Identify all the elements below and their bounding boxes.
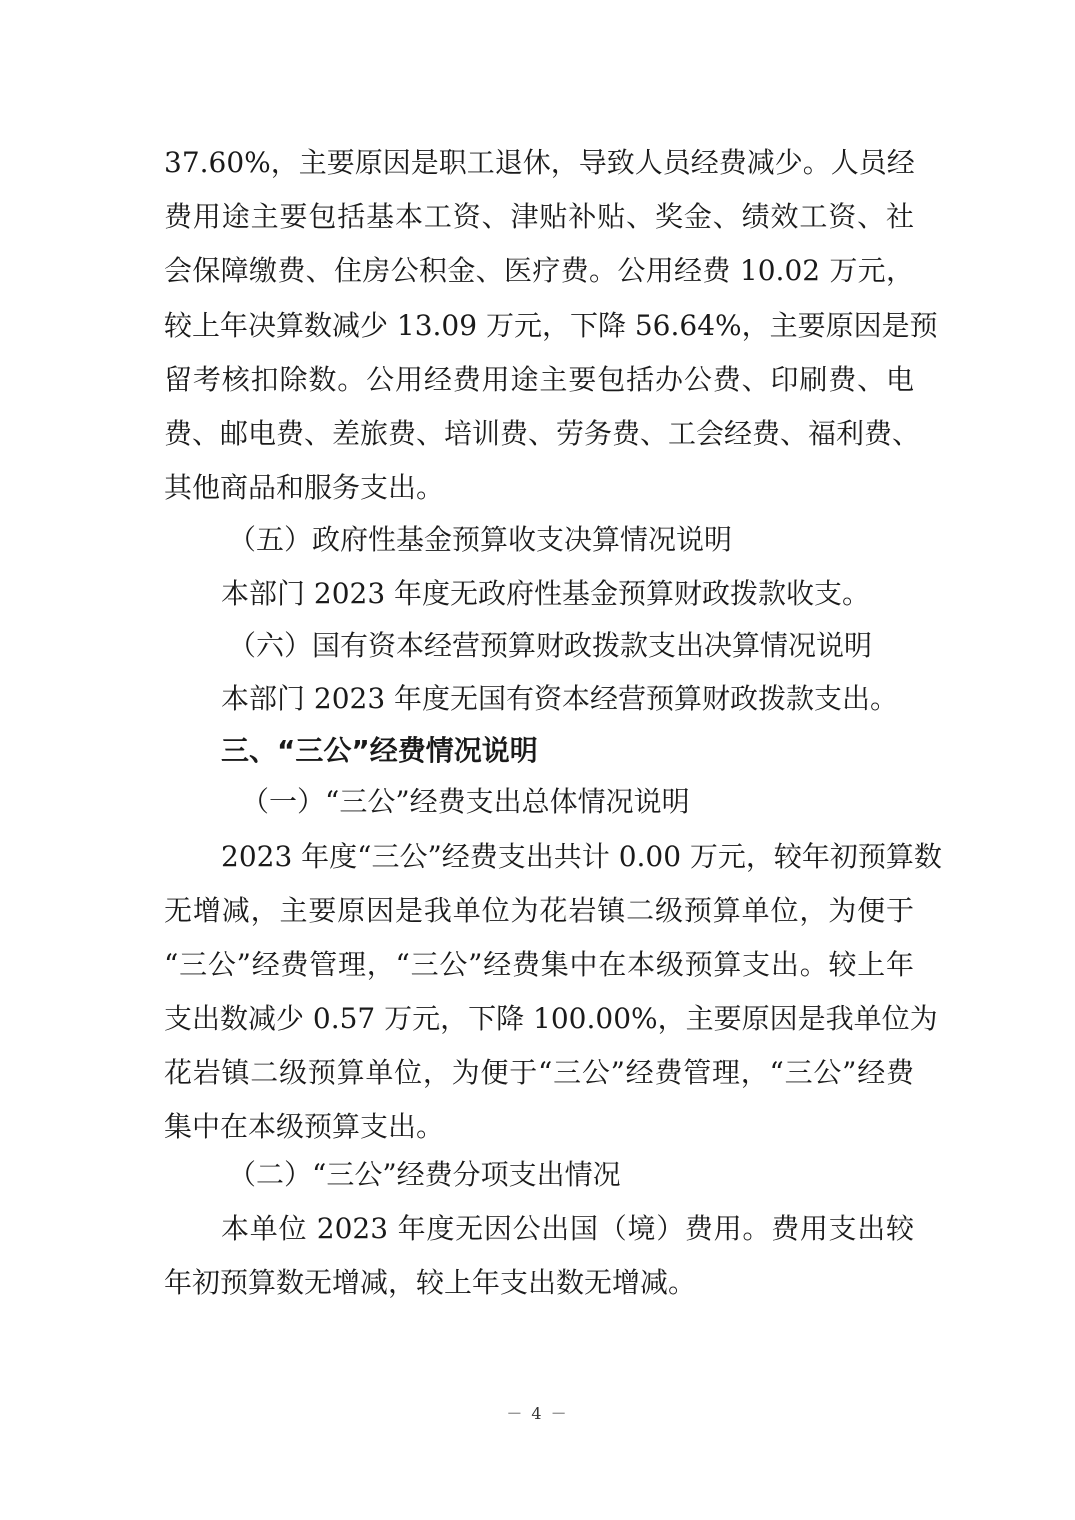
body-text-line: 费、邮电费、差旅费、培训费、劳务费、工会经费、福利费、 xyxy=(164,417,921,450)
subsection-heading: （二）“三公”经费分项支出情况 xyxy=(228,1158,621,1191)
body-text-line: 花岩镇二级预算单位，为便于“三公”经费管理，“三公”经费 xyxy=(164,1056,914,1089)
body-text-line: 37.60%，主要原因是职工退休，导致人员经费减少。人员经 xyxy=(164,146,915,179)
body-text-line: 支出数减少 0.57 万元，下降 100.00%，主要原因是我单位为 xyxy=(164,1002,938,1035)
body-text-line: 年初预算数无增减，较上年支出数无增减。 xyxy=(164,1266,697,1299)
body-text-line: 较上年决算数减少 13.09 万元，下降 56.64%，主要原因是预 xyxy=(164,309,938,342)
subsection-heading: （五）政府性基金预算收支决算情况说明 xyxy=(228,523,733,556)
body-text-line: 其他商品和服务支出。 xyxy=(164,471,445,504)
body-text-line: 无增减，主要原因是我单位为花岩镇二级预算单位，为便于 xyxy=(164,894,914,927)
body-text-line: 费用途主要包括基本工资、津贴补贴、奖金、绩效工资、社 xyxy=(164,200,914,233)
page-number: － 4 － xyxy=(506,1404,569,1423)
body-text-line: 本部门 2023 年度无政府性基金预算财政拨款收支。 xyxy=(221,577,871,610)
body-text-line: 集中在本级预算支出。 xyxy=(164,1110,445,1143)
body-text-line: 留考核扣除数。公用经费用途主要包括办公费、印刷费、电 xyxy=(164,363,914,396)
subsection-heading: （六）国有资本经营预算财政拨款支出决算情况说明 xyxy=(228,629,873,662)
body-text-line: 本单位 2023 年度无因公出国（境）费用。费用支出较 xyxy=(221,1212,914,1245)
body-text-line: “三公”经费管理，“三公”经费集中在本级预算支出。较上年 xyxy=(164,948,914,981)
body-text-line: 会保障缴费、住房公积金、医疗费。公用经费 10.02 万元， xyxy=(164,254,914,287)
section-heading: 三、“三公”经费情况说明 xyxy=(221,734,538,767)
body-text-line: 本部门 2023 年度无国有资本经营预算财政拨款支出。 xyxy=(221,682,899,715)
subsection-heading: （一）“三公”经费支出总体情况说明 xyxy=(241,785,690,818)
body-text-line: 2023 年度“三公”经费支出共计 0.00 万元，较年初预算数 xyxy=(221,840,942,873)
